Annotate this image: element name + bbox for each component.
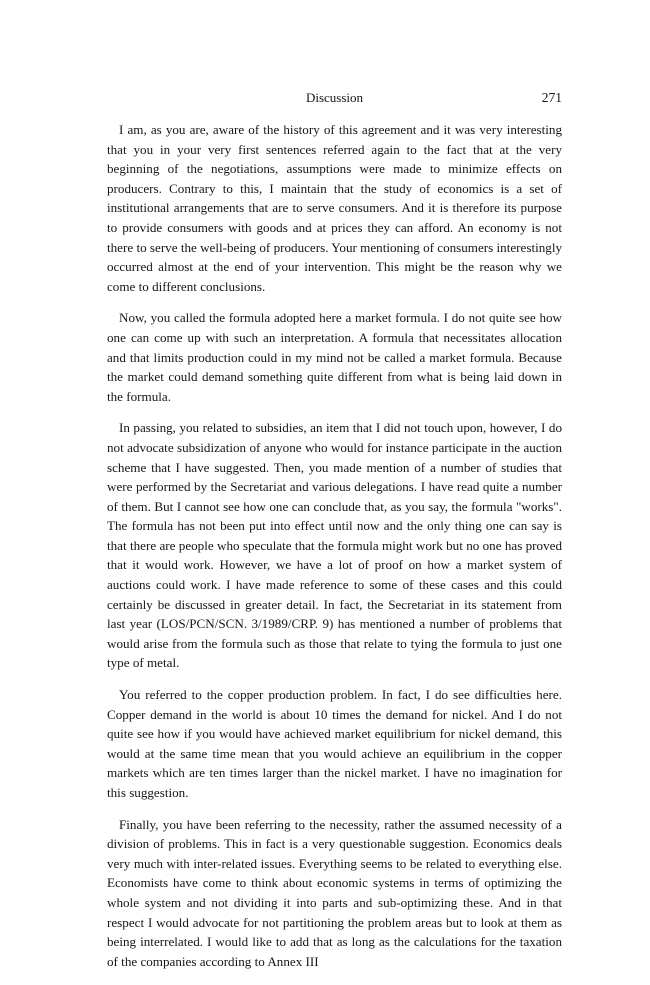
paragraph-5: Finally, you have been referring to the necessity, rather the assumed necessity of a division of problems. This in fact is a very questionable suggestion. Economics deals very much with inter-related issues. Everything seems to be related to everything else. Economists have come to think about economic systems in terms of optimizing the whole system and not dividing it into parts and sub-optimizing these. And in that respect I would advocate for not partitioning the problem areas but to look at them as being interrelated. I would like to add that as long as the calculations for the taxation of the companies according to Annex III (107, 816, 562, 969)
paragraph-4: You referred to the copper production problem. In fact, I do see difficulties here. Copper demand in the world is about 10 times the demand for nickel. And I do not quite see how if you would have achieved market equilibrium for nickel demand, this would at the same time mean that you would achieve an equilibrium in the copper markets which are ten times larger than the nickel market. I have no imagination for this suggestion. (107, 687, 562, 800)
running-head (107, 89, 562, 107)
paragraph-3: In passing, you related to subsidies, an item that I did not touch upon, however, I do not advocate subsidization of anyone who would for instance participate in the auction scheme that I have suggested. Then, you made mention of a number of studies that were performed by the Secretariat and various delegations. I have read quite a number of them. But I cannot see how one can conclude that, as you say, the formula "works". The formula has not been put into effect until now and the only thing one can say is that there are people who speculate that the formula might work but no one has proved that it would work. However, we have a lot of proof on how a market system of auctions could work. I have made reference to some of these cases and this could certainly be discussed in greater detail. In fact, the Secretariat in its statement from last year (LOS/PCN/SCN. 3/1989/CRP. 9) has mentioned a number of problems that would arise from the formula such as those that relate to tying the formula to just one type of metal. (107, 420, 562, 671)
paragraph-1: I am, as you are, aware of the history of this agreement and it was very interesting that you in your very first sentences referred again to the fact that at the very beginning of the negotiations, assumptions were made to minimize effects on producers. Contrary to this, I maintain that the study of economics is a set of institutional arrangements that are to serve consumers. And it is therefore its purpose to provide consumers with goods and at prices they can afford. An economy is not there to serve the well-being of producers. Your mentioning of consumers interestingly occurred almost at the end of your intervention. This might be the reason why we come to different conclusions. (107, 122, 562, 294)
page-number: 271 (541, 90, 562, 105)
paragraph-2: Now, you called the formula adopted here a market formula. I do not quite see how one can come up with such an interpretation. A formula that necessitates allocation and that limits production could in my mind not be called a market formula. Because the market could demand something quite different from what is being laid down in the formula. (107, 310, 562, 404)
running-title: Discussion (305, 90, 364, 105)
body-text (107, 120, 562, 971)
